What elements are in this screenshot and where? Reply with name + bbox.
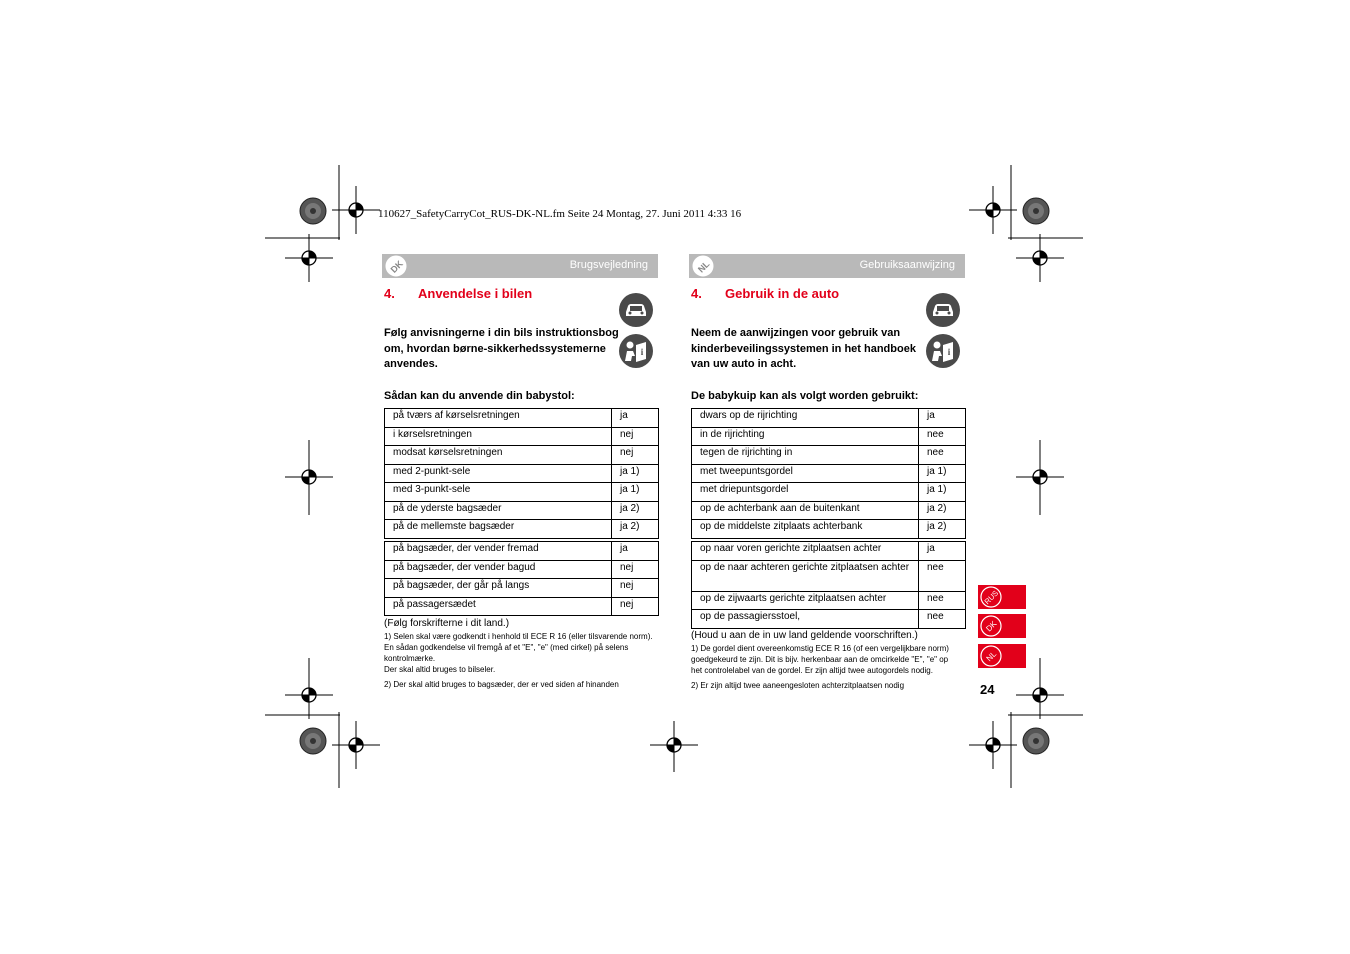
dk-header-bar xyxy=(382,254,658,278)
table-row xyxy=(692,483,966,502)
nl-section-title xyxy=(691,286,839,301)
nl-usage-table-2 xyxy=(691,541,966,629)
table-cell-label: modsat kørselsretningen xyxy=(385,446,612,465)
table-cell-value: ja xyxy=(919,409,966,428)
side-tab-nl[interactable] xyxy=(978,644,1026,668)
table-cell-value: ja 1) xyxy=(612,464,659,483)
table-cell-value: nee xyxy=(919,446,966,465)
table-row xyxy=(692,427,966,446)
table-cell-value: ja 2) xyxy=(919,501,966,520)
table-row xyxy=(385,409,659,428)
table-cell-label: dwars op de rijrichting xyxy=(692,409,919,428)
table-row xyxy=(385,520,659,539)
table-row xyxy=(385,483,659,502)
table-cell-value: ja 2) xyxy=(612,501,659,520)
table-row xyxy=(692,501,966,520)
table-cell-value: ja 1) xyxy=(919,483,966,502)
nl-lang-badge-icon xyxy=(691,254,715,278)
svg-text:i: i xyxy=(640,347,644,357)
side-tab-dk[interactable] xyxy=(978,614,1026,638)
table-row xyxy=(385,542,659,561)
svg-text:i: i xyxy=(947,347,951,357)
table-cell-value: nee xyxy=(919,610,966,629)
table-row xyxy=(385,597,659,616)
dk-notes xyxy=(384,617,654,694)
table-row xyxy=(385,427,659,446)
table-row xyxy=(692,560,966,591)
table-cell-value: nej xyxy=(612,597,659,616)
table-row xyxy=(385,560,659,579)
read-manual-icon xyxy=(618,333,654,369)
svg-text:NL: NL xyxy=(695,258,712,275)
table-cell-label: på bagsæder, der går på langs xyxy=(385,579,612,598)
file-info: 110627_SafetyCarryCot_RUS-DK-NL.fm Seite 24 Montag, 27. Juni 2011 4:33 16 xyxy=(378,208,742,220)
table-cell-label: med 2-punkt-sele xyxy=(385,464,612,483)
dk-footnote-2: 2) Der skal altid bruges to bagsæder, der er ved siden af hinanden xyxy=(384,680,619,689)
table-row xyxy=(692,409,966,428)
table-cell-label: op de passagiersstoel, xyxy=(692,610,919,629)
table-cell-value: nej xyxy=(612,579,659,598)
dk-section-title xyxy=(384,286,532,301)
dk-subhead: Sådan kan du anvende din babystol: xyxy=(384,390,575,402)
table-cell-label: på passagersædet xyxy=(385,597,612,616)
page-number: 24 xyxy=(980,682,995,697)
nl-footnote-2: 2) Er zijn altijd twee aaneengesloten achterzitplaatsen nodig xyxy=(691,681,905,690)
table-cell-value: ja 1) xyxy=(612,483,659,502)
table-cell-label: in de rijrichting xyxy=(692,427,919,446)
nl-subhead: De babykuip kan als volgt worden gebruikt: xyxy=(691,390,919,402)
side-tab-rus[interactable] xyxy=(978,585,1026,609)
dk-note-lead: (Følg forskrifterne i dit land.) xyxy=(384,618,510,629)
table-row xyxy=(385,446,659,465)
side-tab-nl-label: NL xyxy=(984,649,999,664)
nl-section-title-text: Gebruik in de auto xyxy=(725,286,840,301)
side-tab-rus-label: RUS xyxy=(982,588,1001,607)
table-cell-label: på bagsæder, der vender bagud xyxy=(385,560,612,579)
table-cell-label: met tweepuntsgordel xyxy=(692,464,919,483)
dk-header-title: Brugsvejledning xyxy=(569,259,648,271)
table-cell-value: nee xyxy=(919,427,966,446)
nl-lang-badge-icon xyxy=(978,644,1004,668)
table-cell-label: met driepuntsgordel xyxy=(692,483,919,502)
table-row xyxy=(385,464,659,483)
svg-text:DK: DK xyxy=(388,258,405,275)
table-row xyxy=(385,501,659,520)
table-cell-value: ja xyxy=(919,542,966,561)
table-row xyxy=(692,464,966,483)
table-row xyxy=(692,591,966,610)
table-cell-label: i kørselsretningen xyxy=(385,427,612,446)
table-cell-value: nej xyxy=(612,560,659,579)
nl-intro: Neem de aanwijzingen voor gebruik van kinderbeveilingssystemen in het handboek van uw auto in acht. xyxy=(691,327,916,370)
table-cell-value: nej xyxy=(612,427,659,446)
table-row xyxy=(692,542,966,561)
nl-header-title: Gebruiksaanwijzing xyxy=(859,259,955,271)
rus-lang-badge-icon xyxy=(978,585,1004,609)
table-cell-label: på tværs af kørselsretningen xyxy=(385,409,612,428)
dk-intro: Følg anvisningerne i din bils instruktionsbog om, hvordan børne-sikkerhedssystemerne anvendes. xyxy=(384,327,619,370)
dk-section-title-text: Anvendelse i bilen xyxy=(418,286,533,301)
nl-note-lead: (Houd u aan de in uw land geldende voorschriften.) xyxy=(691,630,918,641)
table-cell-value: ja 2) xyxy=(919,520,966,539)
dk-lang-badge-icon xyxy=(384,254,408,278)
nl-usage-table-1 xyxy=(691,408,966,539)
dk-usage-table-2 xyxy=(384,541,659,616)
table-cell-value: nej xyxy=(612,446,659,465)
dk-footnote-1: 1) Selen skal være godkendt i henhold til ECE R 16 (eller tilsvarende norm). En sådan godkendelse vil fremgå af et "E", "e" (med cirkel) på selens kontrolmærke. Der skal altid bruges to bilseler. xyxy=(384,632,653,674)
table-cell-value: nee xyxy=(919,560,966,591)
dk-usage-table-1 xyxy=(384,408,659,539)
table-cell-label: med 3-punkt-sele xyxy=(385,483,612,502)
table-cell-value: nee xyxy=(919,591,966,610)
table-cell-value: ja 1) xyxy=(919,464,966,483)
nl-section-number: 4. xyxy=(691,286,702,301)
nl-notes xyxy=(691,629,961,695)
table-cell-label: op naar voren gerichte zitplaatsen achter xyxy=(692,542,919,561)
table-cell-label: op de achterbank aan de buitenkant xyxy=(692,501,919,520)
table-cell-label: på de yderste bagsæder xyxy=(385,501,612,520)
table-row xyxy=(692,446,966,465)
read-manual-icon xyxy=(925,333,961,369)
table-cell-label: tegen de rijrichting in xyxy=(692,446,919,465)
car-icon xyxy=(618,292,654,328)
side-tab-dk-label: DK xyxy=(984,619,999,634)
dk-section-number: 4. xyxy=(384,286,395,301)
table-cell-label: på bagsæder, der vender fremad xyxy=(385,542,612,561)
table-cell-label: op de naar achteren gerichte zitplaatsen achter xyxy=(692,560,919,591)
table-row xyxy=(692,520,966,539)
table-cell-value: ja 2) xyxy=(612,520,659,539)
table-cell-value: ja xyxy=(612,409,659,428)
table-row xyxy=(385,579,659,598)
nl-footnote-1: 1) De gordel dient overeenkomstig ECE R 16 (of een vergelijkbare norm) goedgekeurd te zijn. Dit is bijv. herkenbaar aan de omcirkelde "E", "e" op het controlelabel van de gordel. Er zijn altijd twee autogordels nodig. xyxy=(691,644,949,675)
dk-lang-badge-icon xyxy=(978,614,1004,638)
table-row xyxy=(692,610,966,629)
car-icon xyxy=(925,292,961,328)
table-cell-label: op de zijwaarts gerichte zitplaatsen achter xyxy=(692,591,919,610)
table-cell-value: ja xyxy=(612,542,659,561)
nl-header-bar xyxy=(689,254,965,278)
table-cell-label: op de middelste zitplaats achterbank xyxy=(692,520,919,539)
table-cell-label: på de mellemste bagsæder xyxy=(385,520,612,539)
